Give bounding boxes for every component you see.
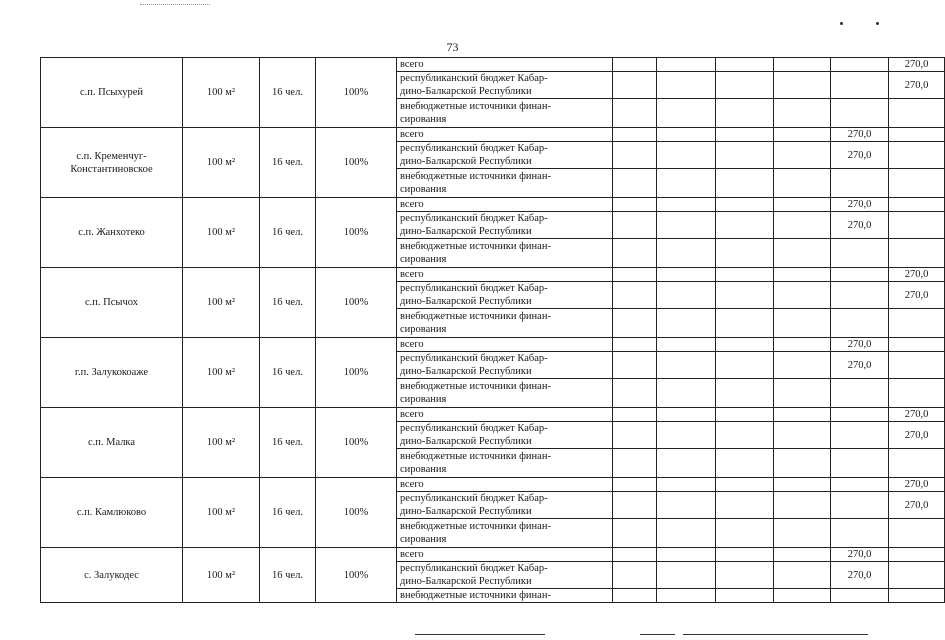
amount-cell (613, 379, 657, 408)
amount-cell (657, 198, 716, 212)
amount-cell (613, 478, 657, 492)
budget-table (40, 57, 945, 603)
amount-cell (613, 58, 657, 72)
amount-cell (716, 478, 774, 492)
amount-cell (716, 492, 774, 519)
settlement-cell: с.п. Жанхотеко (41, 198, 183, 268)
amount-cell (657, 142, 716, 169)
amount-cell (831, 58, 889, 72)
amount-cell (774, 478, 831, 492)
amount-cell (657, 352, 716, 379)
amount-cell: 270,0 (831, 338, 889, 352)
amount-cell (716, 562, 774, 589)
people-count-cell: 16 чел. (260, 478, 316, 548)
people-count-cell: 16 чел. (260, 338, 316, 408)
amount-cell: 270,0 (889, 478, 945, 492)
people-count-cell: 16 чел. (260, 268, 316, 338)
amount-cell (774, 282, 831, 309)
percent-cell: 100% (316, 338, 397, 408)
amount-cell (613, 282, 657, 309)
area-cell: 100 м² (183, 408, 260, 478)
amount-cell (657, 562, 716, 589)
amount-cell (657, 58, 716, 72)
amount-cell (657, 282, 716, 309)
amount-cell (716, 352, 774, 379)
settlement-cell: г.п. Залукокоаже (41, 338, 183, 408)
amount-cell (613, 99, 657, 128)
amount-cell (613, 198, 657, 212)
area-cell: 100 м² (183, 548, 260, 603)
amount-cell (613, 338, 657, 352)
amount-cell (831, 72, 889, 99)
area-cell: 100 м² (183, 268, 260, 338)
amount-cell (657, 548, 716, 562)
percent-cell: 100% (316, 408, 397, 478)
funding-source-cell: всего (397, 198, 613, 212)
amount-cell (831, 169, 889, 198)
table-row (41, 408, 945, 422)
amount-cell (774, 128, 831, 142)
amount-cell: 270,0 (831, 212, 889, 239)
amount-cell (889, 519, 945, 548)
amount-cell (774, 352, 831, 379)
amount-cell: 270,0 (889, 268, 945, 282)
amount-cell (774, 268, 831, 282)
scan-speck (840, 22, 843, 25)
amount-cell: 270,0 (831, 548, 889, 562)
amount-cell (716, 589, 774, 603)
table-row (41, 268, 945, 282)
amount-cell (716, 338, 774, 352)
amount-cell (657, 128, 716, 142)
amount-cell: 270,0 (831, 352, 889, 379)
amount-cell: 270,0 (889, 492, 945, 519)
amount-cell (613, 239, 657, 268)
bottom-rule (415, 634, 545, 635)
amount-cell (889, 239, 945, 268)
amount-cell (774, 239, 831, 268)
amount-cell (657, 422, 716, 449)
amount-cell (657, 519, 716, 548)
amount-cell (657, 268, 716, 282)
amount-cell (716, 309, 774, 338)
amount-cell (613, 492, 657, 519)
amount-cell (889, 309, 945, 338)
amount-cell (831, 519, 889, 548)
amount-cell (716, 198, 774, 212)
funding-source-cell: всего (397, 478, 613, 492)
amount-cell (831, 239, 889, 268)
amount-cell (716, 548, 774, 562)
funding-source-cell: республиканский бюджет Кабар- дино-Балкарской Республики (397, 282, 613, 309)
area-cell: 100 м² (183, 478, 260, 548)
amount-cell (716, 422, 774, 449)
funding-source-cell: внебюджетные источники финан- (397, 589, 613, 603)
settlement-cell: с. Залукодес (41, 548, 183, 603)
funding-source-cell: всего (397, 58, 613, 72)
amount-cell (831, 589, 889, 603)
amount-cell (831, 268, 889, 282)
table-row (41, 128, 945, 142)
amount-cell (613, 589, 657, 603)
amount-cell (774, 449, 831, 478)
funding-source-cell: всего (397, 548, 613, 562)
people-count-cell: 16 чел. (260, 408, 316, 478)
amount-cell (774, 212, 831, 239)
amount-cell (657, 72, 716, 99)
amount-cell (716, 239, 774, 268)
amount-cell (716, 169, 774, 198)
amount-cell (889, 449, 945, 478)
percent-cell: 100% (316, 198, 397, 268)
table-row (41, 198, 945, 212)
amount-cell (657, 338, 716, 352)
amount-cell (716, 142, 774, 169)
amount-cell (613, 449, 657, 478)
amount-cell (831, 282, 889, 309)
amount-cell (774, 72, 831, 99)
area-cell: 100 м² (183, 198, 260, 268)
percent-cell: 100% (316, 58, 397, 128)
amount-cell (774, 422, 831, 449)
funding-source-cell: внебюджетные источники финан- сирования (397, 379, 613, 408)
funding-source-cell: внебюджетные источники финан- сирования (397, 449, 613, 478)
amount-cell: 270,0 (889, 72, 945, 99)
funding-source-cell: внебюджетные источники финан- сирования (397, 99, 613, 128)
amount-cell (613, 268, 657, 282)
funding-source-cell: всего (397, 268, 613, 282)
percent-cell: 100% (316, 268, 397, 338)
amount-cell (774, 99, 831, 128)
amount-cell (831, 408, 889, 422)
amount-cell (889, 142, 945, 169)
amount-cell: 270,0 (831, 562, 889, 589)
scan-speck (876, 22, 879, 25)
amount-cell: 270,0 (831, 128, 889, 142)
funding-source-cell: республиканский бюджет Кабар- дино-Балкарской Республики (397, 142, 613, 169)
amount-cell (774, 548, 831, 562)
top-edge-mark (140, 0, 210, 5)
amount-cell (831, 422, 889, 449)
settlement-cell: с.п. Камлюково (41, 478, 183, 548)
amount-cell (613, 408, 657, 422)
amount-cell (657, 99, 716, 128)
amount-cell (774, 338, 831, 352)
amount-cell (613, 548, 657, 562)
funding-source-cell: внебюджетные источники финан- сирования (397, 519, 613, 548)
funding-source-cell: внебюджетные источники финан- сирования (397, 239, 613, 268)
amount-cell (657, 408, 716, 422)
amount-cell (657, 492, 716, 519)
amount-cell (716, 58, 774, 72)
amount-cell (716, 449, 774, 478)
amount-cell: 270,0 (889, 58, 945, 72)
funding-source-cell: республиканский бюджет Кабар- дино-Балкарской Республики (397, 562, 613, 589)
amount-cell: 270,0 (889, 282, 945, 309)
percent-cell: 100% (316, 548, 397, 603)
bottom-rule (640, 634, 675, 635)
bottom-rule (683, 634, 868, 635)
amount-cell: 270,0 (831, 198, 889, 212)
amount-cell (613, 72, 657, 99)
amount-cell (889, 589, 945, 603)
amount-cell (613, 422, 657, 449)
people-count-cell: 16 чел. (260, 198, 316, 268)
funding-source-cell: всего (397, 338, 613, 352)
settlement-cell: с.п. Малка (41, 408, 183, 478)
amount-cell (657, 169, 716, 198)
amount-cell (613, 519, 657, 548)
amount-cell (831, 492, 889, 519)
table-row (41, 338, 945, 352)
percent-cell: 100% (316, 128, 397, 198)
amount-cell (716, 268, 774, 282)
amount-cell (613, 309, 657, 338)
table-row (41, 478, 945, 492)
amount-cell (613, 128, 657, 142)
amount-cell (774, 562, 831, 589)
amount-cell (889, 352, 945, 379)
amount-cell (716, 128, 774, 142)
amount-cell (613, 142, 657, 169)
settlement-cell: с.п. Псыхурей (41, 58, 183, 128)
amount-cell (889, 379, 945, 408)
amount-cell (716, 99, 774, 128)
amount-cell (657, 589, 716, 603)
funding-source-cell: республиканский бюджет Кабар- дино-Балкарской Республики (397, 72, 613, 99)
people-count-cell: 16 чел. (260, 128, 316, 198)
amount-cell (716, 282, 774, 309)
amount-cell (613, 169, 657, 198)
amount-cell (889, 128, 945, 142)
amount-cell (889, 548, 945, 562)
amount-cell (774, 58, 831, 72)
amount-cell (774, 379, 831, 408)
people-count-cell: 16 чел. (260, 58, 316, 128)
amount-cell (716, 379, 774, 408)
funding-source-cell: внебюджетные источники финан- сирования (397, 169, 613, 198)
amount-cell (831, 478, 889, 492)
amount-cell (774, 492, 831, 519)
amount-cell (657, 309, 716, 338)
amount-cell (657, 449, 716, 478)
amount-cell (774, 519, 831, 548)
amount-cell (889, 338, 945, 352)
amount-cell (774, 198, 831, 212)
funding-source-cell: всего (397, 408, 613, 422)
amount-cell (657, 379, 716, 408)
area-cell: 100 м² (183, 338, 260, 408)
page-number: 73 (446, 40, 459, 54)
amount-cell (716, 212, 774, 239)
amount-cell (774, 309, 831, 338)
percent-cell: 100% (316, 478, 397, 548)
amount-cell (831, 99, 889, 128)
amount-cell: 270,0 (889, 408, 945, 422)
funding-source-cell: республиканский бюджет Кабар- дино-Балкарской Республики (397, 492, 613, 519)
amount-cell (774, 589, 831, 603)
amount-cell: 270,0 (889, 422, 945, 449)
amount-cell (889, 99, 945, 128)
funding-source-cell: республиканский бюджет Кабар- дино-Балкарской Республики (397, 212, 613, 239)
area-cell: 100 м² (183, 128, 260, 198)
people-count-cell: 16 чел. (260, 548, 316, 603)
funding-source-cell: всего (397, 128, 613, 142)
area-cell: 100 м² (183, 58, 260, 128)
table-row (41, 548, 945, 562)
amount-cell: 270,0 (831, 142, 889, 169)
amount-cell (613, 212, 657, 239)
amount-cell (889, 212, 945, 239)
funding-source-cell: республиканский бюджет Кабар- дино-Балкарской Республики (397, 422, 613, 449)
amount-cell (831, 449, 889, 478)
amount-cell (831, 379, 889, 408)
funding-source-cell: внебюджетные источники финан- сирования (397, 309, 613, 338)
settlement-cell: с.п. Кременчуг- Константиновское (41, 128, 183, 198)
amount-cell (657, 478, 716, 492)
table-row (41, 58, 945, 72)
amount-cell (716, 408, 774, 422)
amount-cell (613, 562, 657, 589)
amount-cell (889, 198, 945, 212)
amount-cell (716, 72, 774, 99)
settlement-cell: с.п. Псычох (41, 268, 183, 338)
amount-cell (831, 309, 889, 338)
amount-cell (774, 142, 831, 169)
amount-cell (774, 169, 831, 198)
amount-cell (716, 519, 774, 548)
amount-cell (657, 212, 716, 239)
amount-cell (774, 408, 831, 422)
amount-cell (613, 352, 657, 379)
amount-cell (889, 562, 945, 589)
amount-cell (657, 239, 716, 268)
funding-source-cell: республиканский бюджет Кабар- дино-Балкарской Республики (397, 352, 613, 379)
amount-cell (889, 169, 945, 198)
